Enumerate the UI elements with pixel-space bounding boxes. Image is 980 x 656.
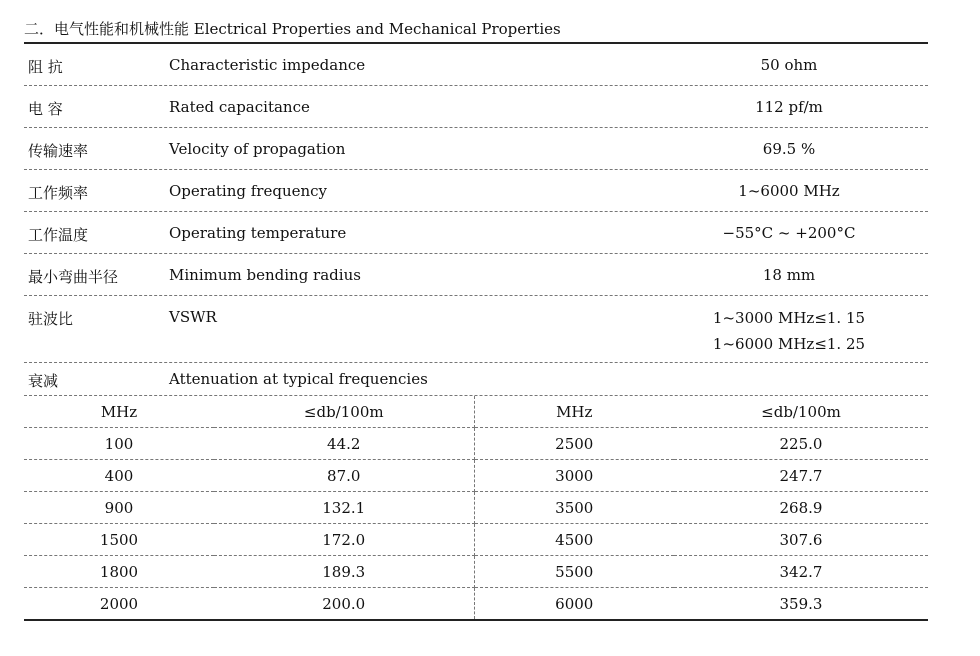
- property-row-capacitance: [24, 86, 928, 128]
- column-header: ≤db/100m: [674, 396, 928, 428]
- table-row: [24, 524, 928, 556]
- vswr-value-line: 1~6000 MHz≤1. 25: [712, 335, 866, 353]
- attenuation-cell: 172.0: [214, 524, 474, 556]
- frequency-cell: 100: [24, 428, 214, 460]
- attenuation-table: [24, 396, 928, 621]
- table-row: [24, 588, 928, 621]
- attenuation-cell: 247.7: [674, 460, 928, 492]
- property-row-vswr: [24, 296, 928, 363]
- property-row-temperature: [24, 212, 928, 254]
- frequency-cell: 6000: [474, 588, 674, 621]
- property-row-velocity: [24, 128, 928, 170]
- attenuation-cell: 268.9: [674, 492, 928, 524]
- property-en-label: Characteristic impedance: [169, 56, 366, 74]
- property-value: −55°C ~ +200°C: [722, 224, 856, 242]
- vswr-value-line: 1~3000 MHz≤1. 15: [712, 309, 866, 327]
- frequency-cell: 2000: [24, 588, 214, 621]
- property-row-attenuation: [24, 363, 928, 396]
- attenuation-cell: 44.2: [214, 428, 474, 460]
- frequency-cell: 1500: [24, 524, 214, 556]
- column-header: MHz: [24, 396, 214, 428]
- property-value: 1~6000 MHz: [738, 182, 840, 200]
- property-cn-label: 衰减: [28, 372, 59, 390]
- property-cn-label: 电 容: [28, 100, 63, 118]
- property-cn-label: 工作频率: [28, 184, 89, 202]
- property-cn-label: 传输速率: [28, 142, 89, 160]
- frequency-cell: 2500: [474, 428, 674, 460]
- frequency-cell: 1800: [24, 556, 214, 588]
- frequency-cell: 4500: [474, 524, 674, 556]
- table-row: [24, 556, 928, 588]
- attenuation-cell: 359.3: [674, 588, 928, 621]
- frequency-cell: 900: [24, 492, 214, 524]
- frequency-cell: 3500: [474, 492, 674, 524]
- attenuation-cell: 87.0: [214, 460, 474, 492]
- property-cn-label: 驻波比: [28, 310, 74, 328]
- frequency-cell: 5500: [474, 556, 674, 588]
- table-row: [24, 492, 928, 524]
- property-value: 18 mm: [762, 266, 816, 284]
- attenuation-cell: 189.3: [214, 556, 474, 588]
- property-en-label: Operating temperature: [169, 224, 347, 242]
- attenuation-cell: 132.1: [214, 492, 474, 524]
- property-row-impedance: [24, 44, 928, 86]
- table-row: [24, 460, 928, 492]
- frequency-cell: 400: [24, 460, 214, 492]
- property-value: 69.5 %: [762, 140, 816, 158]
- property-cn-label: 工作温度: [28, 226, 89, 244]
- column-header: MHz: [474, 396, 674, 428]
- property-cn-label: 阻 抗: [28, 58, 63, 76]
- property-cn-label: 最小弯曲半径: [28, 268, 119, 286]
- attenuation-header-row: [24, 396, 928, 428]
- attenuation-cell: 200.0: [214, 588, 474, 621]
- section-title: 二．电气性能和机械性能 Electrical Properties and Mechanical Properties: [24, 14, 928, 44]
- property-row-bending-radius: [24, 254, 928, 296]
- property-en-label: Rated capacitance: [169, 98, 310, 116]
- property-value: [664, 308, 914, 360]
- table-row: [24, 428, 928, 460]
- property-en-label: Velocity of propagation: [169, 140, 346, 158]
- attenuation-cell: 225.0: [674, 428, 928, 460]
- column-header: ≤db/100m: [214, 396, 474, 428]
- property-value: 50 ohm: [760, 56, 818, 74]
- property-value: 112 pf/m: [755, 98, 823, 116]
- spec-sheet: [24, 14, 928, 621]
- property-en-label: Attenuation at typical frequencies: [169, 370, 428, 388]
- attenuation-cell: 342.7: [674, 556, 928, 588]
- property-en-label: Operating frequency: [169, 182, 328, 200]
- frequency-cell: 3000: [474, 460, 674, 492]
- attenuation-cell: 307.6: [674, 524, 928, 556]
- property-en-label: VSWR: [169, 308, 217, 326]
- property-en-label: Minimum bending radius: [169, 266, 361, 284]
- property-row-frequency: [24, 170, 928, 212]
